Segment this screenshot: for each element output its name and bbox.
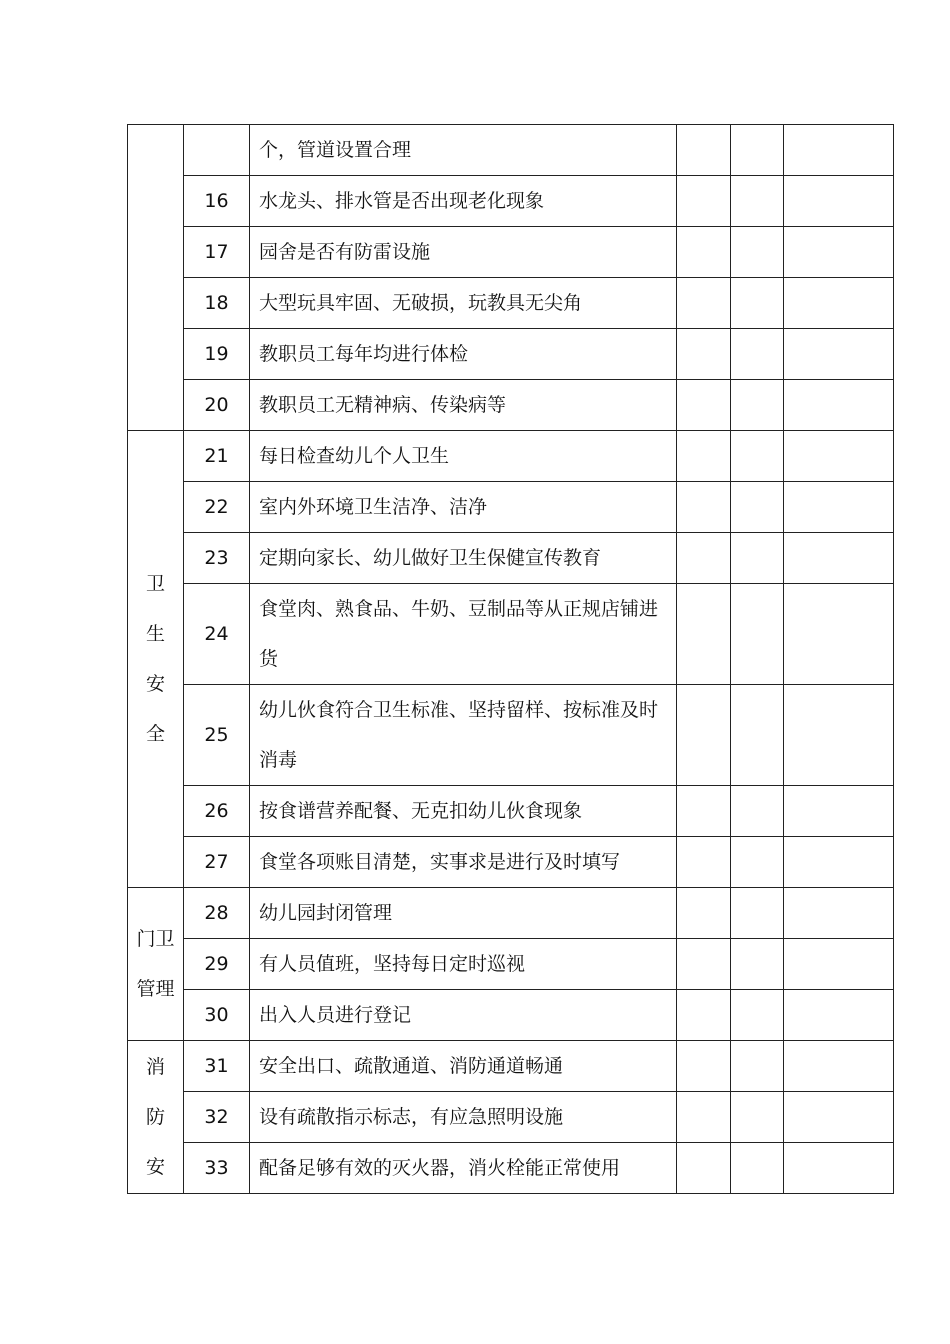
remark-cell[interactable] (784, 380, 894, 431)
check-cell[interactable] (677, 837, 731, 888)
category-hygiene-safety (128, 431, 184, 888)
check-cell[interactable] (677, 227, 731, 278)
item-number: 22 (184, 482, 250, 533)
table-row (128, 329, 894, 380)
item-number: 24 (184, 584, 250, 685)
table-row (128, 939, 894, 990)
table-row (128, 584, 894, 685)
check-cell[interactable] (731, 125, 784, 176)
table-row (128, 1143, 894, 1194)
check-cell[interactable] (677, 939, 731, 990)
table-row (128, 685, 894, 786)
safety-checklist-table (127, 124, 894, 1194)
check-cell[interactable] (677, 533, 731, 584)
check-cell[interactable] (731, 431, 784, 482)
remark-cell[interactable] (784, 482, 894, 533)
item-description-line: 幼儿伙食符合卫生标准、坚持留样、按标准及时 (259, 699, 659, 721)
check-cell[interactable] (677, 1092, 731, 1143)
table-row (128, 482, 894, 533)
remark-cell[interactable] (784, 533, 894, 584)
item-description: 个，管道设置合理 (250, 125, 677, 176)
check-cell[interactable] (731, 939, 784, 990)
item-number: 16 (184, 176, 250, 227)
item-description: 园舍是否有防雷设施 (250, 227, 677, 278)
check-cell[interactable] (677, 990, 731, 1041)
remark-cell[interactable] (784, 685, 894, 786)
item-number: 19 (184, 329, 250, 380)
category-cell (128, 125, 184, 431)
item-description-line: 货 (259, 648, 279, 670)
table-row (128, 227, 894, 278)
item-description: 配备足够有效的灭火器，消火栓能正常使用 (250, 1143, 677, 1194)
table-row (128, 888, 894, 939)
item-description: 教职员工每年均进行体检 (250, 329, 677, 380)
category-char: 安 (145, 1156, 165, 1178)
category-gate-management (128, 888, 184, 1041)
item-number: 32 (184, 1092, 250, 1143)
table-row (128, 1041, 894, 1092)
item-description: 大型玩具牢固、无破损，玩教具无尖角 (250, 278, 677, 329)
check-cell[interactable] (731, 227, 784, 278)
check-cell[interactable] (731, 837, 784, 888)
remark-cell[interactable] (784, 939, 894, 990)
check-cell[interactable] (677, 1143, 731, 1194)
item-number: 29 (184, 939, 250, 990)
category-char: 卫 (145, 573, 165, 595)
category-char: 全 (145, 723, 165, 745)
check-cell[interactable] (677, 329, 731, 380)
category-char: 防 (145, 1106, 165, 1128)
item-description: 设有疏散指示标志，有应急照明设施 (250, 1092, 677, 1143)
check-cell[interactable] (677, 278, 731, 329)
item-description: 室内外环境卫生洁净、洁净 (250, 482, 677, 533)
item-number: 30 (184, 990, 250, 1041)
check-cell[interactable] (731, 990, 784, 1041)
check-cell[interactable] (677, 1041, 731, 1092)
item-description: 教职员工无精神病、传染病等 (250, 380, 677, 431)
remark-cell[interactable] (784, 1041, 894, 1092)
item-description (250, 584, 677, 685)
item-number: 18 (184, 278, 250, 329)
remark-cell[interactable] (784, 990, 894, 1041)
check-cell[interactable] (677, 380, 731, 431)
table-row (128, 125, 894, 176)
table-row (128, 176, 894, 227)
item-number: 26 (184, 786, 250, 837)
item-description: 水龙头、排水管是否出现老化现象 (250, 176, 677, 227)
table-row (128, 837, 894, 888)
remark-cell[interactable] (784, 329, 894, 380)
item-number: 31 (184, 1041, 250, 1092)
category-fire-safety (128, 1041, 184, 1194)
check-cell[interactable] (731, 888, 784, 939)
item-number (184, 125, 250, 176)
item-description: 每日检查幼儿个人卫生 (250, 431, 677, 482)
category-line: 门卫 (136, 928, 175, 950)
remark-cell[interactable] (784, 431, 894, 482)
item-number: 27 (184, 837, 250, 888)
remark-cell[interactable] (784, 176, 894, 227)
item-description (250, 685, 677, 786)
table-row (128, 990, 894, 1041)
check-cell[interactable] (731, 278, 784, 329)
check-cell[interactable] (731, 533, 784, 584)
item-number: 25 (184, 685, 250, 786)
item-number: 33 (184, 1143, 250, 1194)
remark-cell[interactable] (784, 786, 894, 837)
check-cell[interactable] (677, 685, 731, 786)
item-description: 有人员值班，坚持每日定时巡视 (250, 939, 677, 990)
check-cell[interactable] (731, 482, 784, 533)
item-number: 23 (184, 533, 250, 584)
item-description-line: 消毒 (259, 749, 298, 771)
remark-cell[interactable] (784, 888, 894, 939)
remark-cell[interactable] (784, 227, 894, 278)
check-cell[interactable] (731, 1143, 784, 1194)
check-cell[interactable] (677, 125, 731, 176)
check-cell[interactable] (677, 482, 731, 533)
check-cell[interactable] (731, 1092, 784, 1143)
item-number: 20 (184, 380, 250, 431)
remark-cell[interactable] (784, 584, 894, 685)
category-char: 安 (145, 673, 165, 695)
item-description-line: 食堂肉、熟食品、牛奶、豆制品等从正规店铺进 (259, 598, 659, 620)
remark-cell[interactable] (784, 125, 894, 176)
item-description: 定期向家长、幼儿做好卫生保健宣传教育 (250, 533, 677, 584)
item-description: 安全出口、疏散通道、消防通道畅通 (250, 1041, 677, 1092)
item-description: 按食谱营养配餐、无克扣幼儿伙食现象 (250, 786, 677, 837)
table-row (128, 278, 894, 329)
item-description: 幼儿园封闭管理 (250, 888, 677, 939)
check-cell[interactable] (677, 176, 731, 227)
item-description: 出入人员进行登记 (250, 990, 677, 1041)
item-number: 17 (184, 227, 250, 278)
item-number: 28 (184, 888, 250, 939)
item-number: 21 (184, 431, 250, 482)
table-row (128, 380, 894, 431)
check-cell[interactable] (677, 888, 731, 939)
table-row (128, 1092, 894, 1143)
item-description: 食堂各项账目清楚，实事求是进行及时填写 (250, 837, 677, 888)
category-char: 消 (145, 1056, 165, 1078)
table-row (128, 533, 894, 584)
check-cell[interactable] (731, 584, 784, 685)
category-line: 管理 (136, 978, 175, 1000)
check-cell[interactable] (677, 786, 731, 837)
check-cell[interactable] (677, 584, 731, 685)
check-cell[interactable] (731, 380, 784, 431)
check-cell[interactable] (731, 1041, 784, 1092)
check-cell[interactable] (677, 431, 731, 482)
remark-cell[interactable] (784, 1092, 894, 1143)
remark-cell[interactable] (784, 837, 894, 888)
check-cell[interactable] (731, 685, 784, 786)
category-char: 生 (145, 623, 165, 645)
check-cell[interactable] (731, 176, 784, 227)
table-row (128, 786, 894, 837)
table-row (128, 431, 894, 482)
check-cell[interactable] (731, 786, 784, 837)
remark-cell[interactable] (784, 1143, 894, 1194)
remark-cell[interactable] (784, 278, 894, 329)
check-cell[interactable] (731, 329, 784, 380)
